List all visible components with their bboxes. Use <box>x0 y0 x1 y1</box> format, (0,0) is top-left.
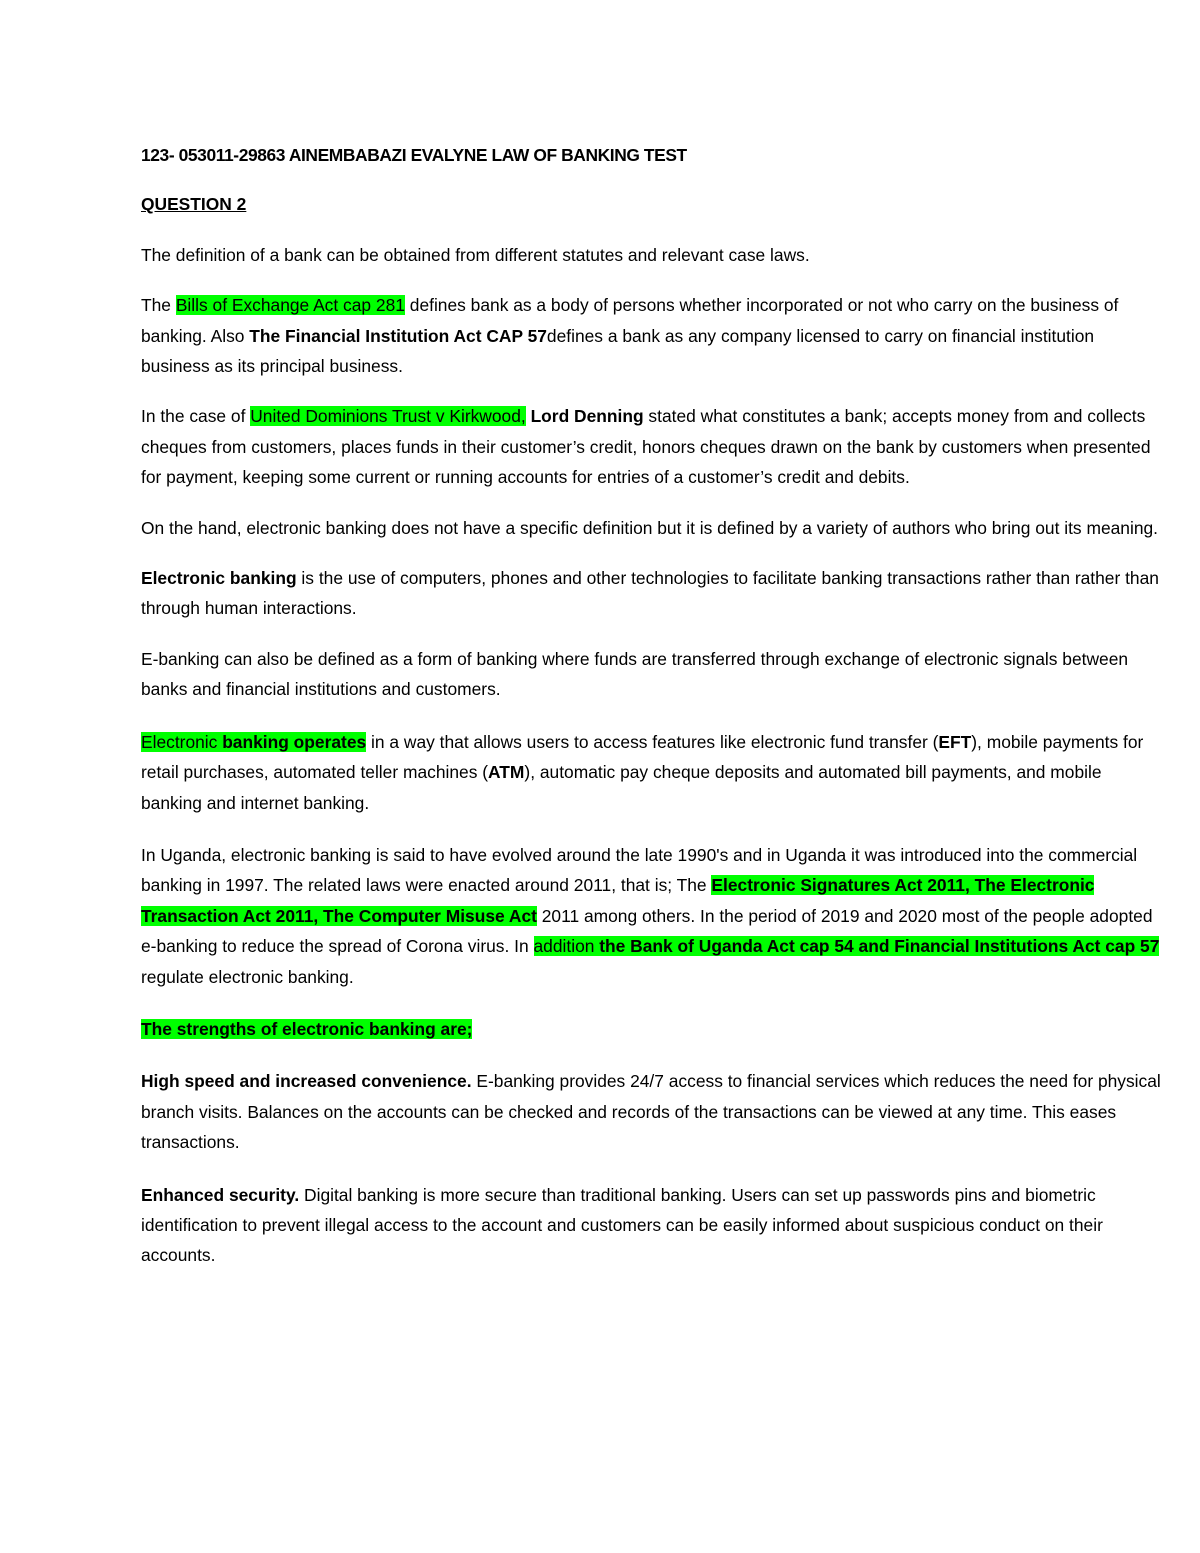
strengths-heading <box>141 1014 1166 1044</box>
highlighted-text: addition <box>533 936 600 957</box>
document-title: 123- 053011-29863 AINEMBABAZI EVALYNE LAW OF BANKING TEST <box>141 145 687 165</box>
paragraph-ebanking-operations <box>141 727 1166 818</box>
text-run: defines a bank as any company licensed to carry on financial institution business as its principal business. <box>141 325 1095 377</box>
bold-term: Electronic banking <box>141 568 297 589</box>
bold-statute: The Financial Institution Act CAP 57 <box>249 325 547 346</box>
paragraph-case-law <box>141 401 1166 492</box>
document-body <box>141 140 1166 1291</box>
paragraph-bank-definition-intro: The definition of a bank can be obtained from different statutes and relevant case laws. <box>141 244 810 265</box>
text-run: In Uganda, electronic banking is said to have evolved around the late 1990's and in Uganda it was introduced into the commercial banking in 1997. The related laws were enacted around 2011, that is; The <box>141 844 1138 896</box>
highlighted-case-name: United Dominions Trust v Kirkwood, <box>250 406 526 427</box>
text-run: Digital banking is more secure than traditional banking. Users can set up passwords pins and biometric identification to prevent illegal access to the account and customers can be easily informed about suspicious conduct on their accounts. <box>141 1184 1103 1266</box>
paragraph-strength-speed <box>141 1066 1166 1157</box>
paragraph-ebanking-definition: On the hand, electronic banking does not have a specific definition but it is defined by a variety of authors who bring out its meaning. <box>141 517 1159 538</box>
text-run: ), mobile payments for retail purchases, automated teller machines ( <box>141 731 1144 783</box>
paragraph-ebanking-alt-definition: E-banking can also be defined as a form of banking where funds are transferred through exchange of electronic signals between banks and financial institutions and customers. <box>141 648 1129 700</box>
text-run: is the use of computers, phones and other technologies to facilitate banking transactions rather than rather than through human interactions. <box>141 568 1159 619</box>
paragraph-bank-statutes <box>141 290 1166 381</box>
text-run: defines bank as a body of persons whether incorporated or not who carry on the business of banking. Also <box>141 295 1119 346</box>
highlighted-heading: The strengths of electronic banking are; <box>141 1018 473 1039</box>
paragraph-uganda-history <box>141 840 1166 992</box>
bold-acronym-eft: EFT <box>938 731 972 752</box>
bold-subheading: Enhanced security. <box>141 1184 300 1205</box>
bold-acronym-atm: ATM <box>488 762 525 783</box>
highlighted-bold-acts: Electronic Signatures Act 2011, The Electronic Transaction Act 2011, The Computer Misuse Act <box>141 875 1095 926</box>
highlighted-text: Electronic <box>141 731 223 752</box>
text-run: The <box>141 295 176 316</box>
highlighted-bold-acts: the Bank of Uganda Act cap 54 and Financial Institutions Act cap 57 <box>599 936 1160 957</box>
text-run: 2011 among others. In the period of 2019 and 2020 most of the people adopted e-banking to reduce the spread of Corona virus. In <box>141 905 1153 957</box>
highlighted-statute: Bills of Exchange Act cap 281 <box>175 295 405 316</box>
text-run: E-banking provides 24/7 access to financial services which reduces the need for physical branch visits. Balances on the accounts can be checked and records of the transactions can be viewed at any time. This eases transactions. <box>141 1071 1161 1153</box>
paragraph-electronic-banking <box>141 563 1166 624</box>
bold-judge-name: Lord Denning <box>530 406 644 427</box>
bold-subheading: High speed and increased convenience. <box>141 1071 472 1092</box>
highlighted-bold-text: banking operates <box>222 731 367 752</box>
text-run: regulate electronic banking. <box>141 966 354 987</box>
text-run: ), automatic pay cheque deposits and automated bill payments, and mobile banking and internet banking. <box>141 762 1102 813</box>
question-heading: QUESTION 2 <box>141 194 247 215</box>
text-run: In the case of <box>141 406 251 427</box>
text-run: in a way that allows users to access features like electronic fund transfer ( <box>366 731 939 752</box>
text-run: stated what constitutes a bank; accepts money from and collects cheques from customers, places funds in their customer’s credit, honors cheques drawn on the bank by customers when presented for payment, keeping some current or running accounts for entries of a customer’s credit and debits. <box>141 406 1151 488</box>
paragraph-strength-security <box>141 1180 1166 1271</box>
